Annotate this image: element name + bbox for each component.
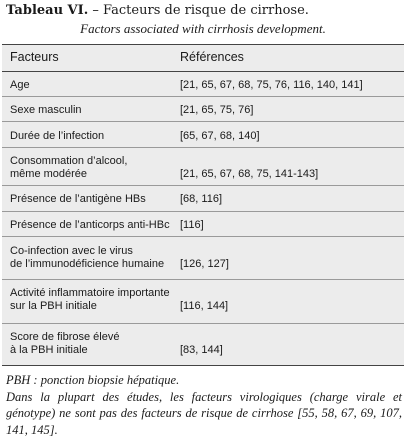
references-cell: [21, 65, 75, 76] <box>180 104 253 117</box>
table-row <box>2 122 404 148</box>
table-notes <box>6 372 402 438</box>
factor-cell: Durée de l’infection <box>10 130 170 143</box>
references-cell: [68, 116] <box>180 193 222 206</box>
table-row <box>2 237 404 280</box>
references-cell: [83, 144] <box>180 344 223 357</box>
table-row <box>2 148 404 186</box>
references-cell: [21, 65, 67, 68, 75, 141-143] <box>180 168 318 181</box>
references-cell: [116, 144] <box>180 300 228 313</box>
header-factors: Facteurs <box>10 50 59 64</box>
table-title-text: – Facteurs de risque de cirrhose. <box>88 3 309 18</box>
factor-cell: Sexe masculin <box>10 104 170 117</box>
factor-cell: Co-infection avec le virus de l’immunodéficience humaine <box>10 245 170 271</box>
table-row <box>2 186 404 212</box>
factor-cell: Age <box>10 79 170 92</box>
header-references: Références <box>180 50 244 64</box>
table-row <box>2 212 404 237</box>
table-title <box>6 2 402 20</box>
table-row <box>2 72 404 97</box>
factor-cell: Présence de l’anticorps anti-HBc <box>10 219 180 232</box>
table-row <box>2 280 404 324</box>
references-cell: [116] <box>180 219 204 232</box>
risk-factors-table <box>2 44 404 366</box>
abbreviation-note: PBH : ponction biopsie hépatique. <box>6 372 402 389</box>
references-cell: [21, 65, 67, 68, 75, 76, 116, 140, 141] <box>180 79 363 92</box>
factor-cell: Score de fibrose élevé à la PBH initiale <box>10 331 170 357</box>
table-row <box>2 324 404 364</box>
references-cell: [65, 67, 68, 140] <box>180 130 260 143</box>
table-header <box>2 45 404 72</box>
references-cell: [126, 127] <box>180 258 229 271</box>
factor-cell: Activité inflammatoire importante sur la PBH initiale <box>10 287 170 313</box>
virology-note: Dans la plupart des études, les facteurs virologiques (charge virale et génotype) ne sont pas des facteurs de risque de cirrhose [55, 58, 67, 69, 107, 141, 145]. <box>6 389 402 438</box>
table-subtitle: Factors associated with cirrhosis development. <box>0 20 406 38</box>
factor-cell: Consommation d’alcool, même modérée <box>10 155 170 181</box>
factor-cell: Présence de l’antigène HBs <box>10 193 170 206</box>
table-row <box>2 97 404 122</box>
table-number: Tableau VI. <box>6 3 88 18</box>
